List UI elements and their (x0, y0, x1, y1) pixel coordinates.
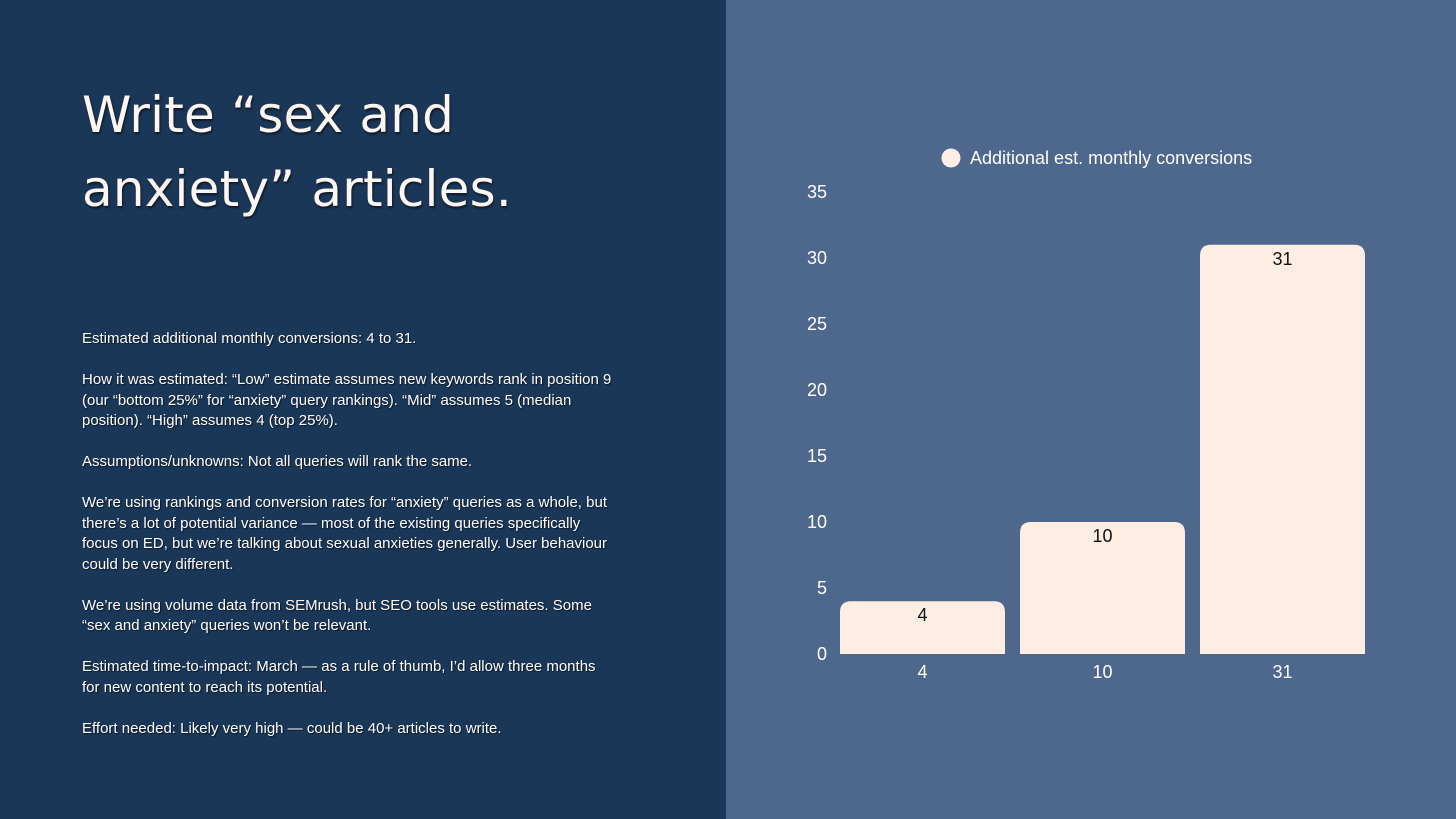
x-tick-label-31: 31 (1272, 662, 1293, 682)
data-label-31: 31 (1272, 248, 1293, 269)
paragraph-estimate: Estimated additional monthly conversions: 4 to 31. (82, 330, 417, 347)
bar-chart (726, 0, 1456, 819)
x-tick-label-4: 4 (917, 662, 928, 682)
data-label-10: 10 (1092, 526, 1113, 546)
paragraph-volume: We’re using volume data from SEMrush, but SEO tools use estimates. Some “sex and anxiety” queries won’t be relevant. (82, 596, 592, 634)
chart-panel (726, 0, 1456, 819)
paragraph-effort: Effort needed: Likely very high — could be 40+ articles to write. (82, 719, 502, 737)
legend-marker (942, 149, 961, 168)
slide-title: Write “sex and anxiety” articles. (82, 86, 512, 218)
y-tick-label-25: 25 (806, 314, 827, 334)
paragraph-method: How it was estimated: “Low” estimate assumes new keywords rank in position 9 (our “bottom 25%” for “anxiety” query rankings). “Mid” assumes 5 (median position). “High” assumes 4 (top 25%). (82, 371, 612, 429)
y-tick-label-10: 10 (806, 512, 827, 532)
y-tick-label-35: 35 (806, 182, 827, 202)
y-tick-label-30: 30 (806, 248, 827, 268)
y-tick-label-20: 20 (806, 380, 827, 400)
legend-label: Additional est. monthly conversions (970, 148, 1253, 168)
y-tick-label-5: 5 (816, 578, 827, 598)
paragraph-assumptions: Assumptions/unknowns: Not all queries will rank the same. (82, 453, 473, 470)
data-label-4: 4 (917, 605, 928, 626)
chart-legend (942, 148, 1253, 168)
paragraph-variance: We’re using rankings and conversion rates for “anxiety” queries as a whole, but there’s a lot of potential variance — most of the existing queries specifically focus on ED, but we’re talking about sexual anxieties generally. User behaviour could be very different. (82, 494, 608, 573)
y-tick-label-0: 0 (816, 644, 827, 664)
y-tick-label-15: 15 (806, 446, 827, 466)
bar-31 (1200, 245, 1365, 654)
body-text (82, 329, 617, 760)
x-tick-label-10: 10 (1092, 662, 1113, 682)
paragraph-time-to-impact: Estimated time-to-impact: March — as a rule of thumb, I’d allow three months for new content to reach its potential. (82, 658, 596, 696)
text-panel (0, 0, 726, 819)
